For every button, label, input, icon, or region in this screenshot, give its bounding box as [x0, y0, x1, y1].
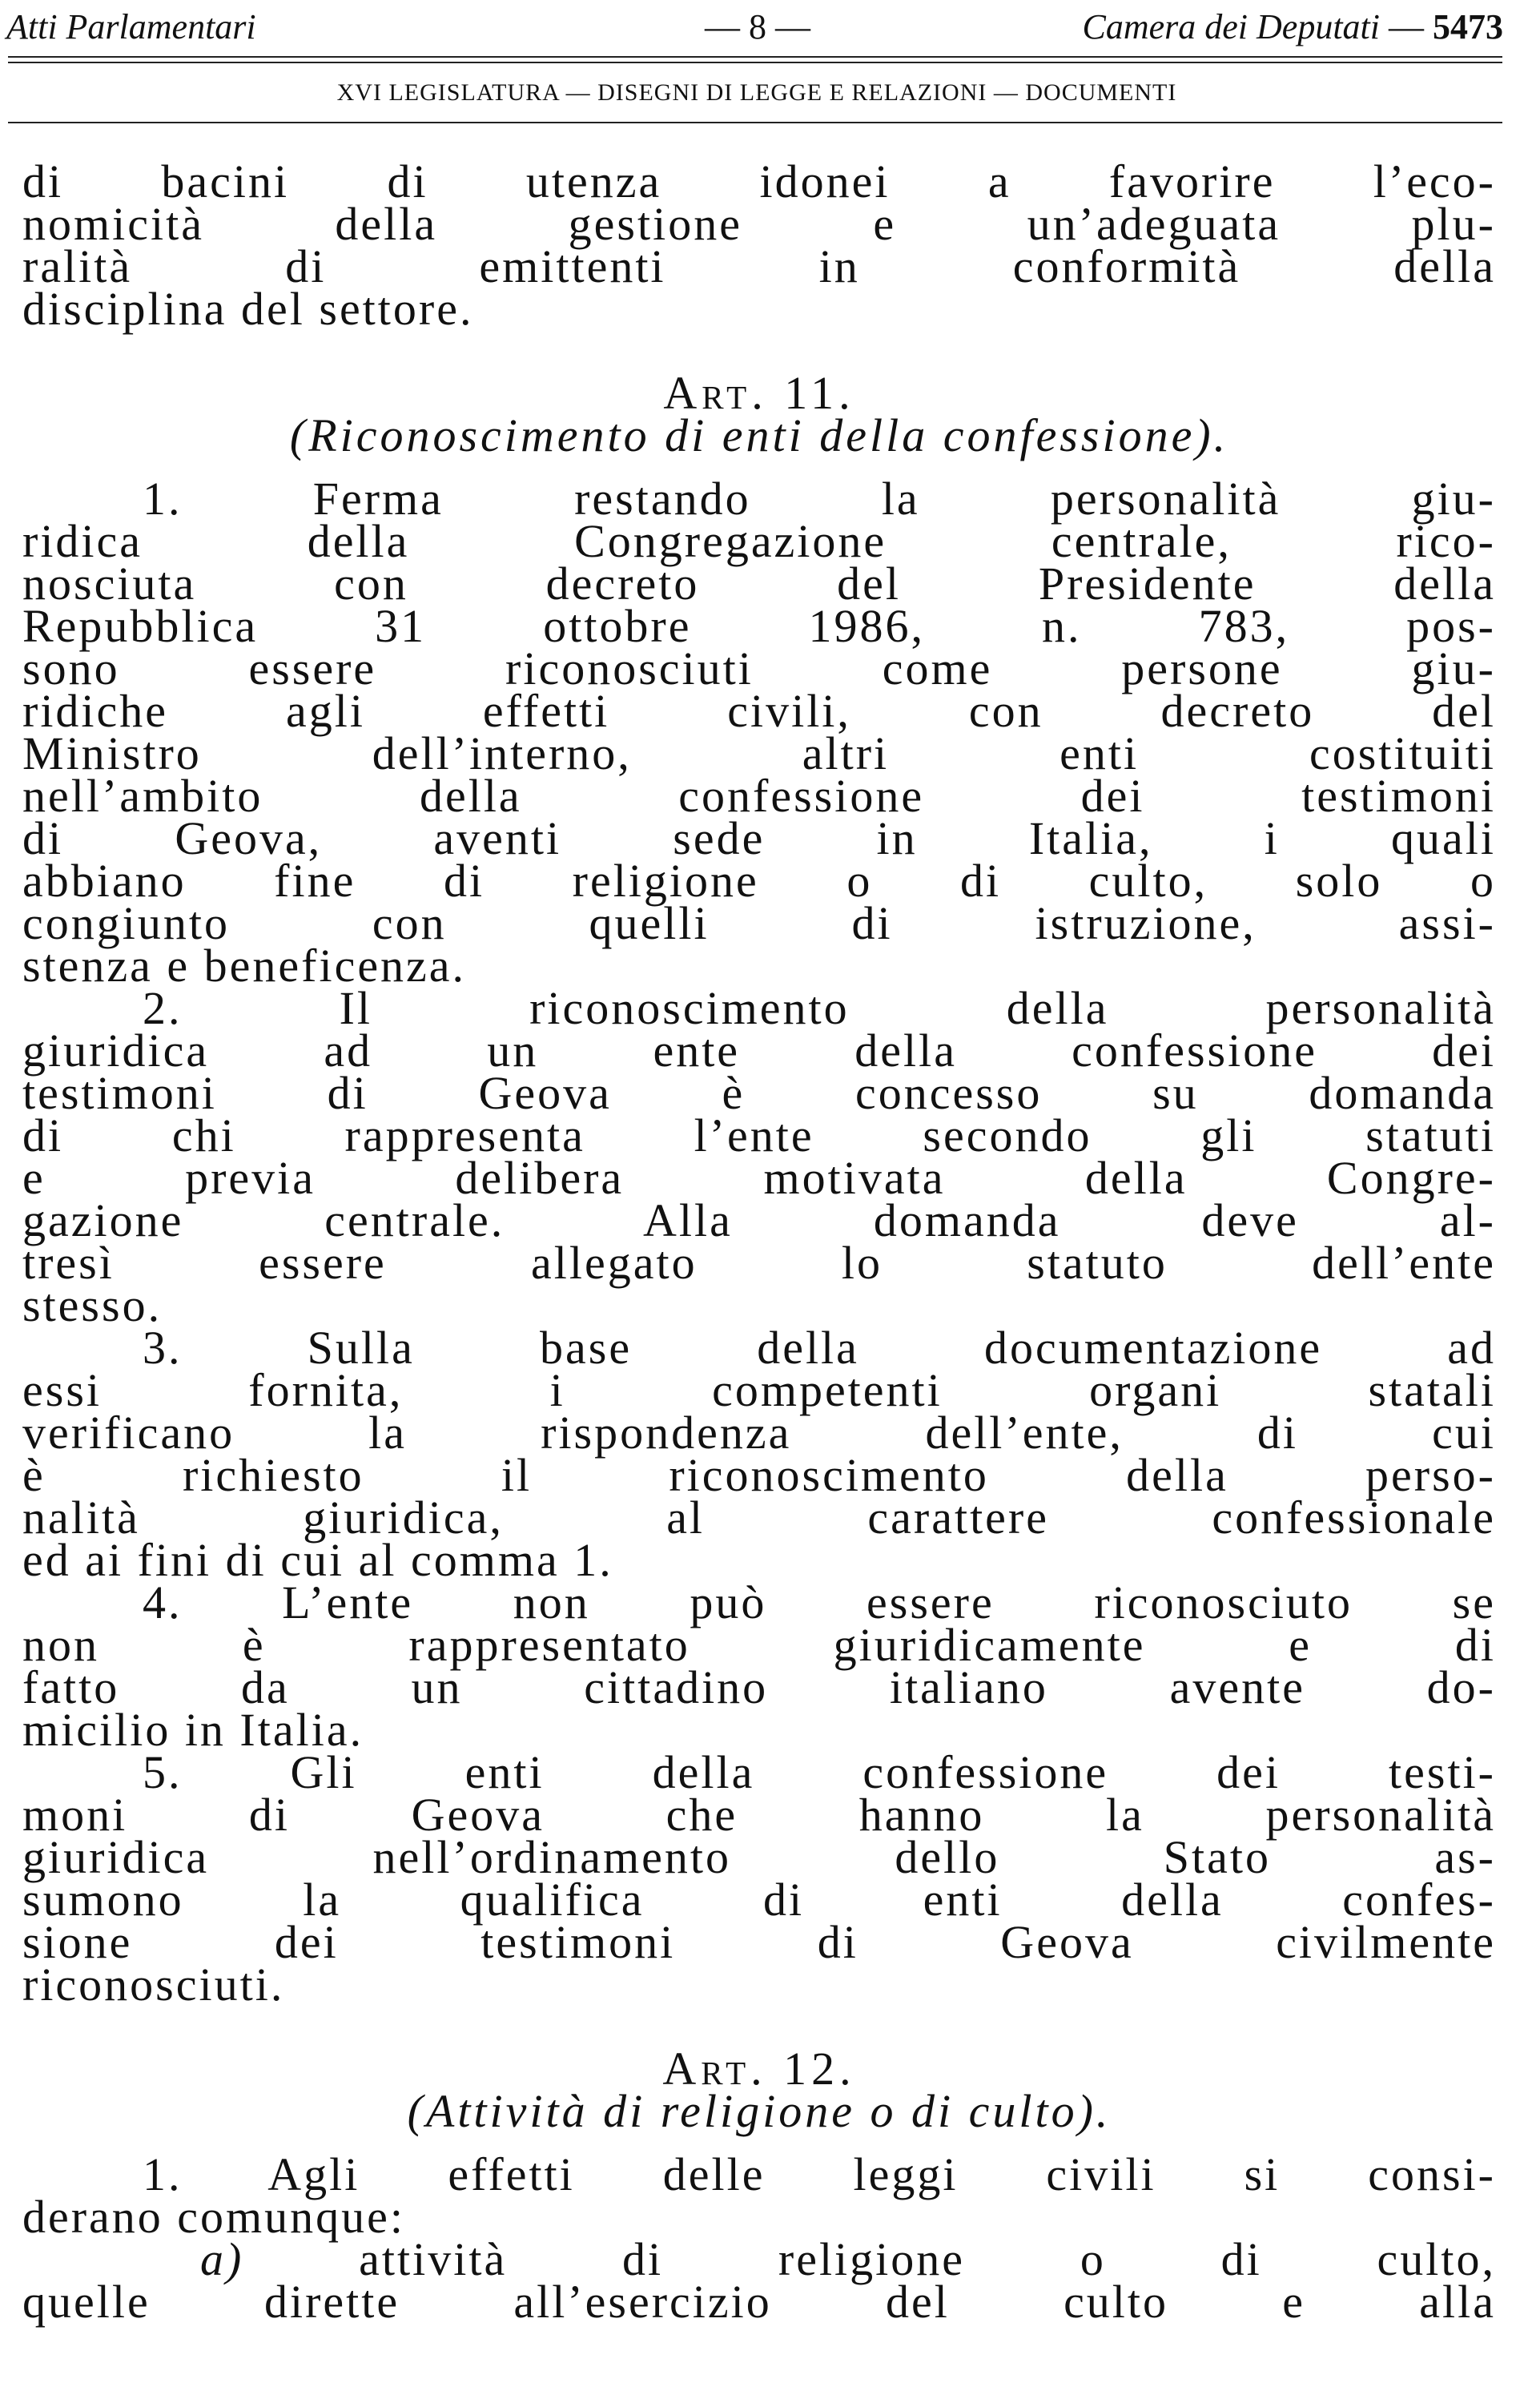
article-12-paragraph-1: [22, 2148, 1496, 2328]
text-line: nosciuta con decreto del Presidente della: [22, 558, 1496, 610]
text-line: micilio in Italia.: [22, 1704, 364, 1756]
text-line: nomicità della gestione e un’adeguata plu-: [22, 198, 1496, 250]
text-line: di Geova, aventi sede in Italia, i quali: [22, 812, 1496, 864]
article-11-title: Art. 11.: [663, 367, 855, 419]
text-line: non è rappresentato giuridicamente e di: [22, 1619, 1496, 1671]
list-item-a-text: attività di religione o di culto,: [359, 2233, 1496, 2285]
text-line: abbiano fine di religione o di culto, solo o: [22, 855, 1496, 907]
text-line: sumono la qualifica di enti della confes-: [22, 1874, 1496, 1926]
text-line: 2. Il riconoscimento della personalità: [143, 982, 1496, 1034]
article-11-paragraph-1: [22, 473, 1496, 992]
text-line: di bacini di utenza idonei a favorire l’eco-: [22, 155, 1496, 207]
text-line: stenza e beneficenza.: [22, 940, 467, 992]
article-11-paragraph-5: [22, 1746, 1496, 2011]
text-line: ridiche agli effetti civili, con decreto del: [22, 685, 1496, 737]
text-line: tresì essere allegato lo statuto dell’ente: [22, 1237, 1496, 1289]
header-left-title: Atti Parlamentari: [6, 7, 256, 46]
list-item-a-label: a): [200, 2233, 244, 2285]
text-line: stesso.: [22, 1279, 163, 1331]
article-11-paragraph-2: [22, 982, 1496, 1331]
text-line: nalità giuridica, al carattere confessionale: [22, 1491, 1496, 1544]
text-line: derano comunque:: [22, 2191, 406, 2243]
header-rule-top: [8, 56, 1502, 58]
text-line: di chi rappresenta l’ente secondo gli statuti: [22, 1109, 1496, 1161]
page-number: — 8 —: [705, 7, 810, 46]
text-line: 1. Ferma restando la personalità giu-: [143, 473, 1496, 525]
chamber-name: Camera dei Deputati: [1082, 7, 1380, 46]
article-12-subtitle: (Attività di religione o di culto).: [407, 2085, 1112, 2137]
article-12-title: Art. 12.: [662, 2043, 856, 2095]
text-line: quelle dirette all’esercizio del culto e alla: [22, 2276, 1496, 2328]
text-line: ralità di emittenti in conformità della: [22, 240, 1496, 292]
text-line: fatto da un cittadino italiano avente do-: [22, 1661, 1496, 1713]
text-line: sione dei testimoni di Geova civilmente: [22, 1916, 1496, 1968]
body-text: [22, 155, 1496, 2328]
text-line: 5. Gli enti della confessione dei testi-: [143, 1746, 1496, 1798]
text-line: congiunto con quelli di istruzione, assi-: [22, 897, 1496, 949]
text-line: riconosciuti.: [22, 1958, 285, 2011]
text-line: Repubblica 31 ottobre 1986, n. 783, pos-: [22, 600, 1496, 652]
text-line: 3. Sulla base della documentazione ad: [143, 1322, 1496, 1374]
header-right: [1082, 5, 1503, 50]
text-line: e previa delibera motivata della Congre-: [22, 1152, 1496, 1204]
text-line: 1. Agli effetti delle leggi civili si consi-: [143, 2148, 1496, 2200]
text-line: giuridica ad un ente della confessione dei: [22, 1024, 1496, 1077]
text-line: testimoni di Geova è concesso su domanda: [22, 1067, 1496, 1119]
text-line: essi fornita, i competenti organi statali: [22, 1364, 1496, 1416]
text-line: moni di Geova che hanno la personalità: [22, 1789, 1496, 1841]
text-line: giuridica nell’ordinamento dello Stato as-: [22, 1831, 1496, 1883]
text-line: nell’ambito della confessione dei testimoni: [22, 770, 1496, 822]
text-line: sono essere riconosciuti come persone giu-: [22, 642, 1496, 694]
text-line: ed ai fini di cui al comma 1.: [22, 1534, 613, 1586]
header-rule-top-second: [8, 62, 1502, 63]
text-line: disciplina del settore.: [22, 283, 474, 335]
article-11-paragraph-4: [22, 1576, 1496, 1756]
text-line: 4. L’ente non può essere riconosciuto se: [143, 1576, 1496, 1628]
intro-paragraph: [22, 155, 1496, 335]
article-11-paragraph-3: [22, 1322, 1496, 1586]
header-rule-bottom: [8, 122, 1502, 123]
list-item-a: [22, 2233, 1496, 2285]
text-line: è richiesto il riconoscimento della perso-: [22, 1449, 1496, 1501]
text-line: verificano la rispondenza dell’ente, di cui: [22, 1407, 1496, 1459]
article-11-subtitle: (Riconoscimento di enti della confessione).: [289, 409, 1229, 461]
document-number: 5473: [1433, 7, 1503, 46]
text-line: gazione centrale. Alla domanda deve al-: [22, 1194, 1496, 1246]
legislature-subheader: XVI LEGISLATURA — DISEGNI DI LEGGE E RELAZIONI — DOCUMENTI: [336, 79, 1177, 106]
text-line: ridica della Congregazione centrale, rico-: [22, 515, 1496, 567]
header-dash: —: [1380, 7, 1433, 46]
text-line: Ministro dell’interno, altri enti costituiti: [22, 727, 1496, 779]
page-header: [0, 0, 1540, 128]
